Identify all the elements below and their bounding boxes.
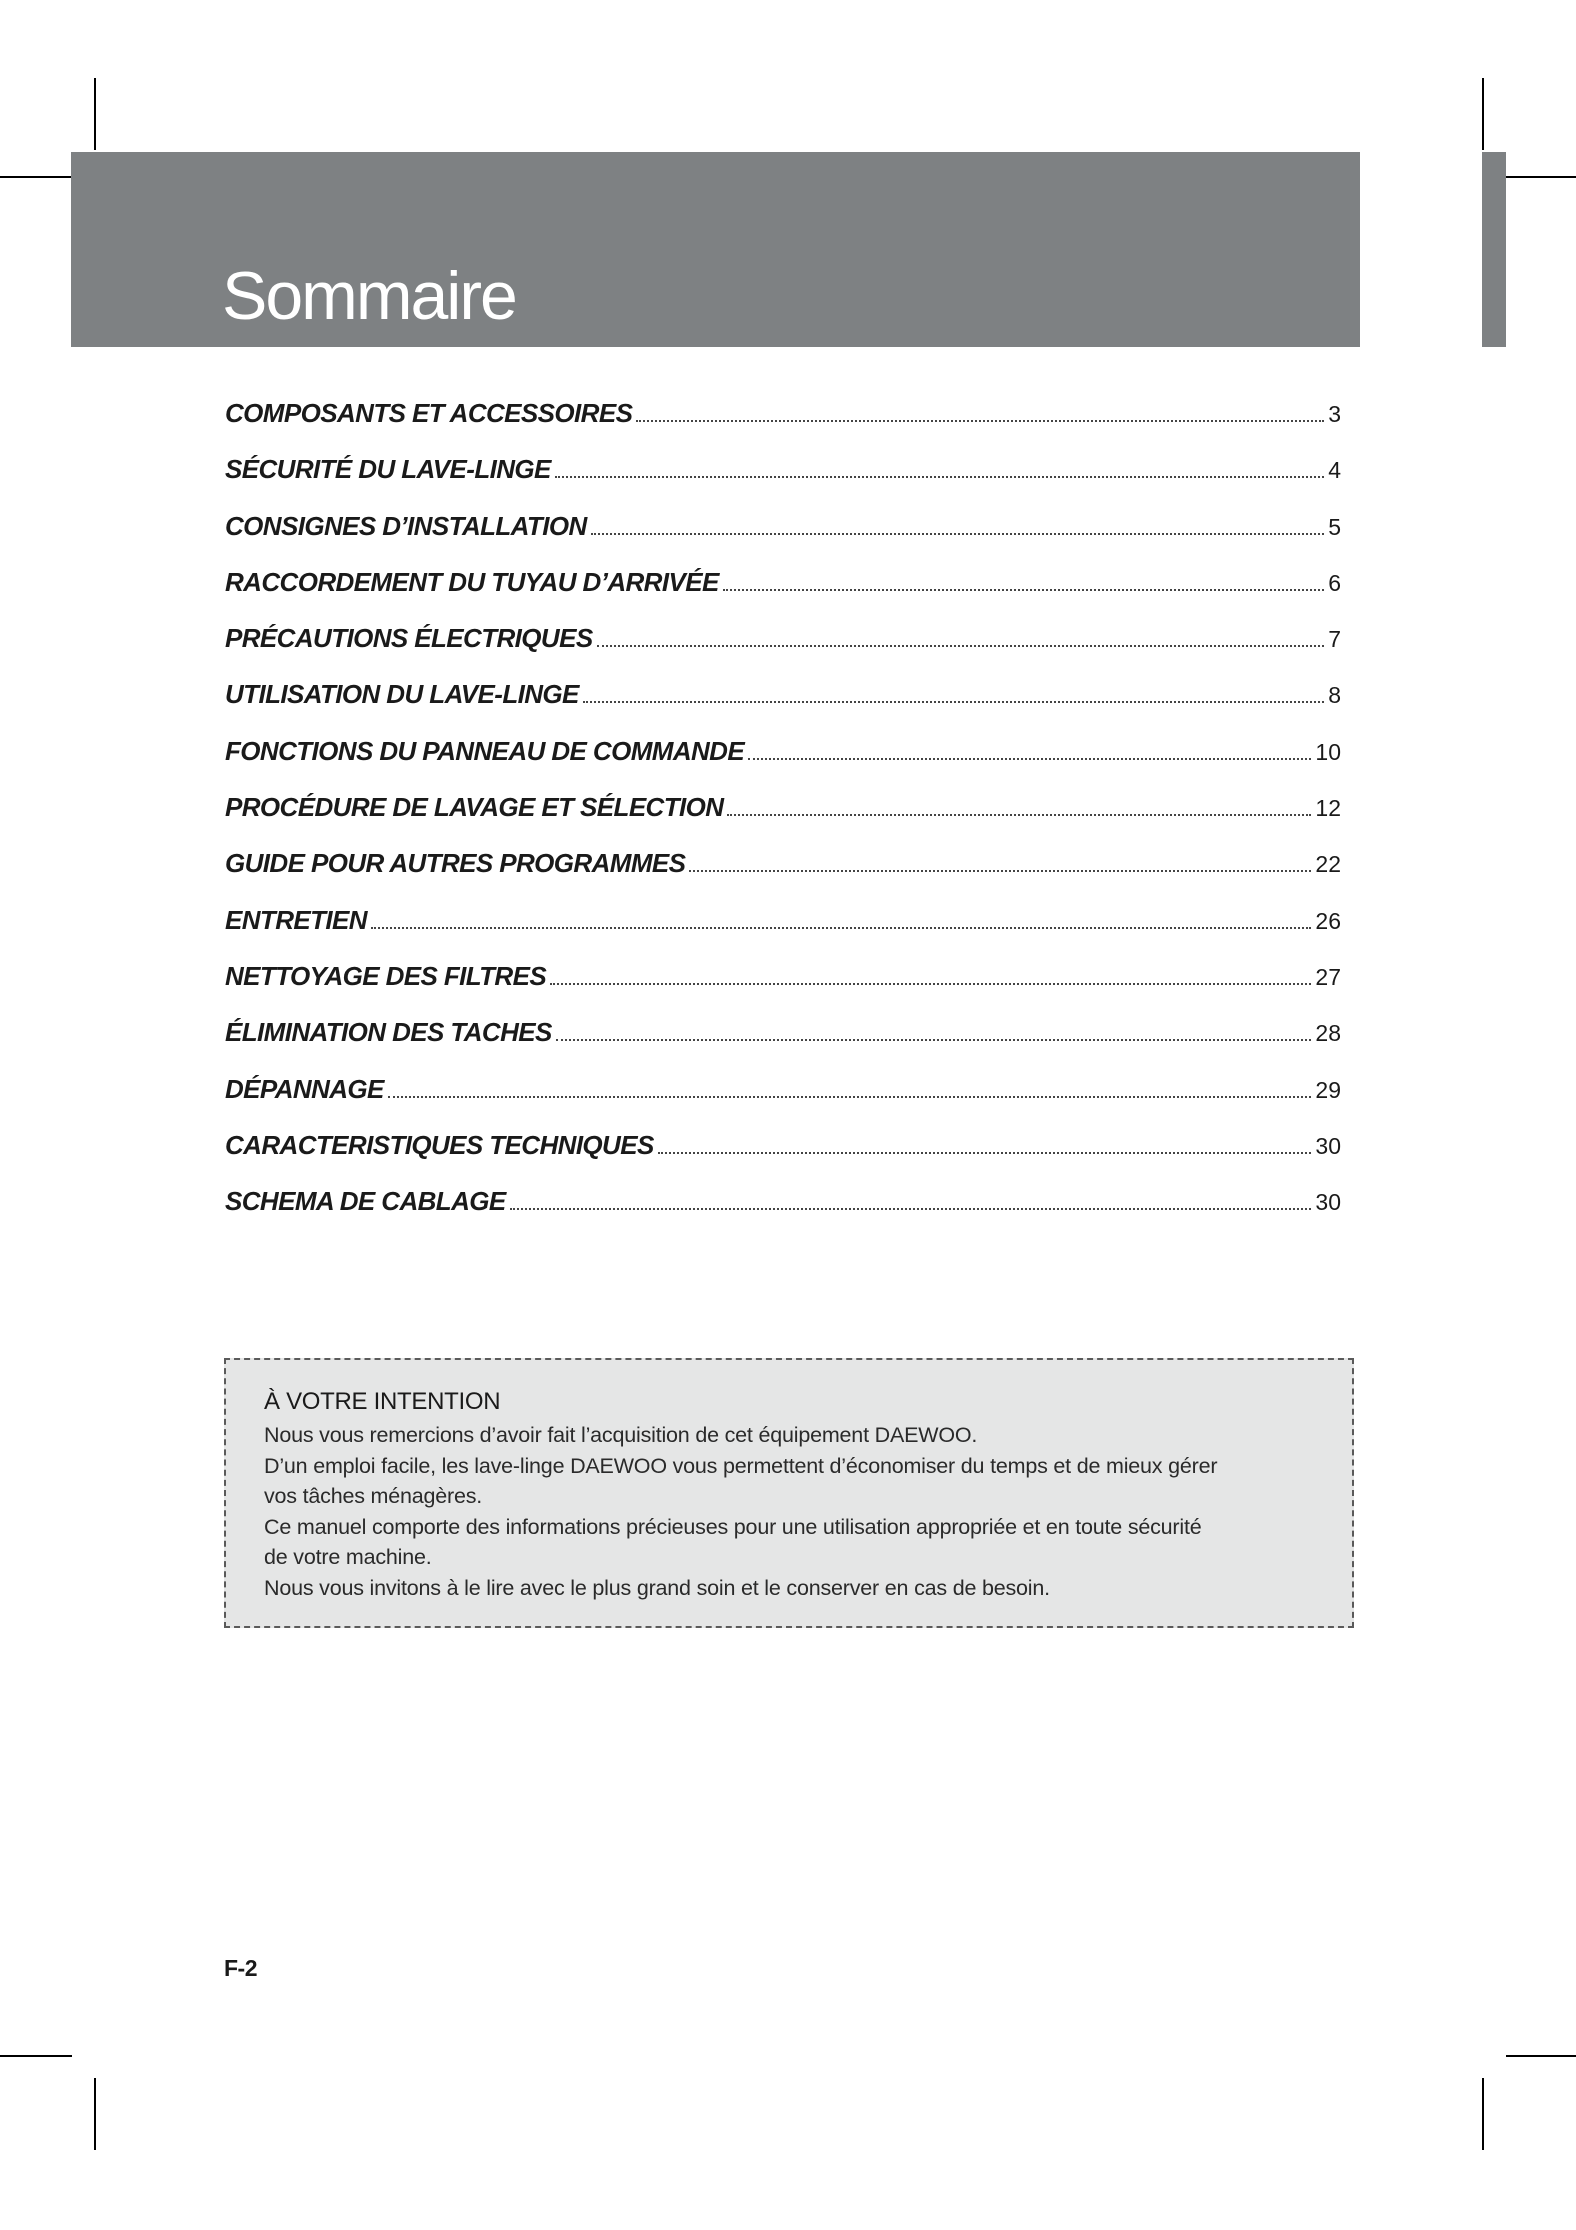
crop-mark: [0, 2055, 72, 2057]
toc-entry-page: 30: [1315, 1132, 1341, 1159]
toc-entry[interactable]: [225, 398, 1341, 454]
crop-mark: [1482, 2078, 1484, 2150]
crop-mark: [1506, 2055, 1576, 2057]
crop-mark: [1506, 176, 1576, 178]
toc-entry-label: UTILISATION DU LAVE-LINGE: [225, 679, 579, 710]
toc-leader-dots: [583, 700, 1324, 703]
toc-entry-label: RACCORDEMENT DU TUYAU D’ARRIVÉE: [225, 566, 719, 597]
table-of-contents: [225, 398, 1341, 1242]
toc-leader-dots: [510, 1207, 1312, 1210]
notice-line: D’un emploi facile, les lave-linge DAEWOO vous permettent d’économiser du temps et de mieux gérer: [264, 1453, 1218, 1478]
toc-leader-dots: [371, 926, 1311, 929]
toc-entry[interactable]: [225, 511, 1341, 567]
notice-line: vos tâches ménagères.: [264, 1484, 483, 1508]
notice-body: [264, 1420, 1314, 1603]
notice-line: Ce manuel comporte des informations précieuses pour une utilisation appropriée et en toute sécurité: [264, 1514, 1202, 1539]
toc-leader-dots: [727, 813, 1311, 816]
toc-entry[interactable]: [225, 736, 1341, 792]
toc-entry-page: 7: [1328, 626, 1341, 653]
toc-leader-dots: [555, 475, 1324, 478]
toc-entry-label: PRÉCAUTIONS ÉLECTRIQUES: [225, 623, 593, 654]
side-tab: [1482, 152, 1506, 347]
toc-entry-page: 6: [1328, 569, 1341, 596]
toc-entry-page: 30: [1315, 1189, 1341, 1216]
notice-title: À VOTRE INTENTION: [264, 1388, 501, 1415]
toc-entry[interactable]: [225, 905, 1341, 961]
toc-leader-dots: [556, 1038, 1312, 1041]
toc-entry-page: 4: [1328, 457, 1341, 484]
toc-entry-label: CARACTERISTIQUES TECHNIQUES: [225, 1129, 654, 1160]
toc-entry-label: DÉPANNAGE: [225, 1073, 384, 1104]
toc-entry[interactable]: [225, 454, 1341, 510]
toc-entry-label: CONSIGNES D’INSTALLATION: [225, 510, 587, 541]
toc-entry-page: 26: [1315, 907, 1341, 934]
page-title: Sommaire: [222, 258, 516, 334]
crop-mark: [1482, 78, 1484, 150]
toc-entry-label: ÉLIMINATION DES TACHES: [225, 1017, 552, 1048]
toc-leader-dots: [689, 869, 1311, 872]
crop-mark: [94, 78, 96, 150]
toc-entry-label: PROCÉDURE DE LAVAGE ET SÉLECTION: [225, 792, 724, 823]
toc-entry[interactable]: [225, 848, 1341, 904]
page-number: F-2: [224, 1955, 257, 1981]
toc-entry-label: SCHEMA DE CABLAGE: [225, 1186, 506, 1217]
toc-entry-page: 29: [1315, 1076, 1341, 1103]
toc-leader-dots: [658, 1151, 1312, 1154]
notice-line: Nous vous invitons à le lire avec le plus grand soin et le conserver en cas de besoin.: [264, 1575, 1050, 1600]
toc-entry-page: 8: [1328, 682, 1341, 709]
toc-entry[interactable]: [225, 1017, 1341, 1073]
toc-entry-label: ENTRETIEN: [225, 904, 367, 935]
toc-entry[interactable]: [225, 1186, 1341, 1242]
toc-entry-page: 12: [1315, 795, 1341, 822]
toc-leader-dots: [748, 757, 1311, 760]
toc-entry[interactable]: [225, 961, 1341, 1017]
toc-entry[interactable]: [225, 679, 1341, 735]
toc-entry-label: GUIDE POUR AUTRES PROGRAMMES: [225, 848, 686, 879]
crop-mark: [0, 176, 72, 178]
toc-leader-dots: [597, 644, 1325, 647]
toc-entry[interactable]: [225, 567, 1341, 623]
notice-box: [224, 1358, 1354, 1628]
toc-entry-label: FONCTIONS DU PANNEAU DE COMMANDE: [225, 735, 745, 766]
toc-entry-page: 10: [1315, 738, 1341, 765]
toc-entry-label: NETTOYAGE DES FILTRES: [225, 960, 547, 991]
toc-entry-page: 27: [1315, 963, 1341, 990]
toc-leader-dots: [636, 419, 1324, 422]
toc-entry-page: 5: [1328, 513, 1341, 540]
toc-entry-label: COMPOSANTS ET ACCESSOIRES: [225, 398, 633, 428]
toc-entry-label: SÉCURITÉ DU LAVE-LINGE: [225, 454, 551, 485]
toc-entry-page: 28: [1315, 1020, 1341, 1047]
toc-entry[interactable]: [225, 1074, 1341, 1130]
toc-entry[interactable]: [225, 792, 1341, 848]
toc-entry-page: 3: [1328, 401, 1341, 427]
toc-leader-dots: [723, 588, 1324, 591]
notice-line: Nous vous remercions d’avoir fait l’acquisition de cet équipement DAEWOO.: [264, 1423, 978, 1447]
toc-entry-page: 22: [1315, 851, 1341, 878]
toc-leader-dots: [388, 1095, 1312, 1098]
toc-leader-dots: [550, 982, 1311, 985]
notice-line: de votre machine.: [264, 1545, 432, 1569]
toc-entry[interactable]: [225, 623, 1341, 679]
crop-mark: [94, 2078, 96, 2150]
toc-leader-dots: [591, 532, 1325, 535]
toc-entry[interactable]: [225, 1130, 1341, 1186]
